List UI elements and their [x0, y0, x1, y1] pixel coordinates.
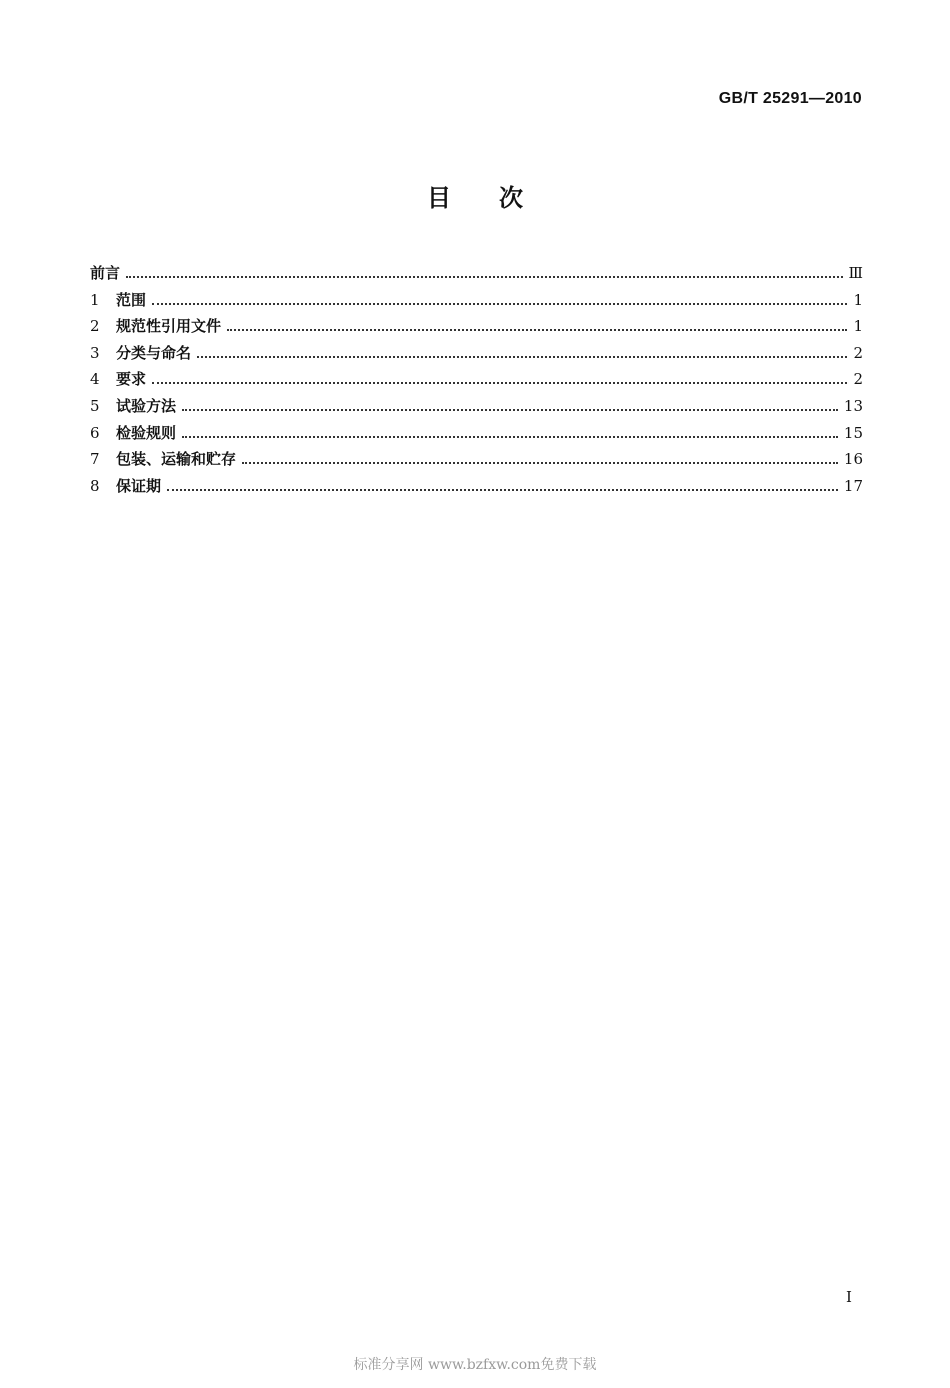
- toc-entry-label: 规范性引用文件: [116, 317, 222, 336]
- toc-leader-dots: [152, 382, 847, 384]
- toc-entry-label: 保证期: [116, 476, 162, 495]
- toc-entry-page: 13: [843, 396, 863, 415]
- toc-entry-inspection-rules[interactable]: [90, 422, 863, 449]
- toc-entry-label: 包装、运输和贮存: [116, 450, 237, 469]
- toc-entry-scope[interactable]: [90, 289, 863, 316]
- toc-entry-page: 16: [843, 450, 863, 469]
- toc-entry-foreword[interactable]: [90, 262, 863, 289]
- toc-entry-label: 要求: [116, 370, 147, 389]
- toc-entry-number: 5: [90, 396, 100, 415]
- toc-entry-number: 6: [90, 423, 100, 442]
- toc-entry-number: 8: [90, 476, 100, 495]
- toc-entry-packaging-transport-storage[interactable]: [90, 448, 863, 475]
- toc-leader-dots: [126, 276, 843, 278]
- toc-entry-label: 分类与命名: [116, 343, 192, 362]
- toc-entry-number: 2: [90, 317, 100, 336]
- toc-entry-test-methods[interactable]: [90, 395, 863, 422]
- toc-entry-number: 1: [90, 290, 100, 309]
- toc-entry-number: 3: [90, 343, 100, 362]
- toc-entry-page: 17: [843, 476, 863, 495]
- toc-leader-dots: [242, 462, 838, 464]
- toc-entry-requirements[interactable]: [90, 368, 863, 395]
- toc-entry-page: 1: [853, 317, 863, 336]
- footer-watermark: 标准分享网 www.bzfxw.com免费下载: [353, 1357, 597, 1373]
- toc-entry-page: 2: [853, 370, 863, 389]
- toc-leader-dots: [197, 356, 847, 358]
- toc-entry-page: 2: [853, 343, 863, 362]
- toc-entry-classification[interactable]: [90, 342, 863, 369]
- toc-leader-dots: [182, 409, 838, 411]
- toc-entry-page: 15: [843, 423, 863, 442]
- toc-leader-dots: [182, 436, 838, 438]
- toc-entry-label: 范围: [116, 290, 147, 309]
- toc-entry-label: 前言: [90, 264, 121, 282]
- toc-entry-page: Ⅲ: [848, 264, 863, 282]
- toc-entry-warranty-period[interactable]: [90, 475, 863, 502]
- standard-code: GB/T 25291—2010: [718, 90, 862, 107]
- toc-entry-number: 4: [90, 370, 100, 389]
- toc-title: 目次: [427, 184, 571, 212]
- toc-leader-dots: [152, 303, 847, 305]
- toc-entry-label: 试验方法: [116, 396, 177, 415]
- toc-leader-dots: [167, 489, 838, 491]
- page-number: I: [846, 1288, 852, 1306]
- toc-entry-label: 检验规则: [116, 423, 177, 442]
- toc-entry-normative-references[interactable]: [90, 315, 863, 342]
- table-of-contents: [90, 262, 863, 501]
- toc-entry-number: 7: [90, 450, 100, 469]
- toc-leader-dots: [227, 329, 847, 331]
- toc-entry-page: 1: [853, 290, 863, 309]
